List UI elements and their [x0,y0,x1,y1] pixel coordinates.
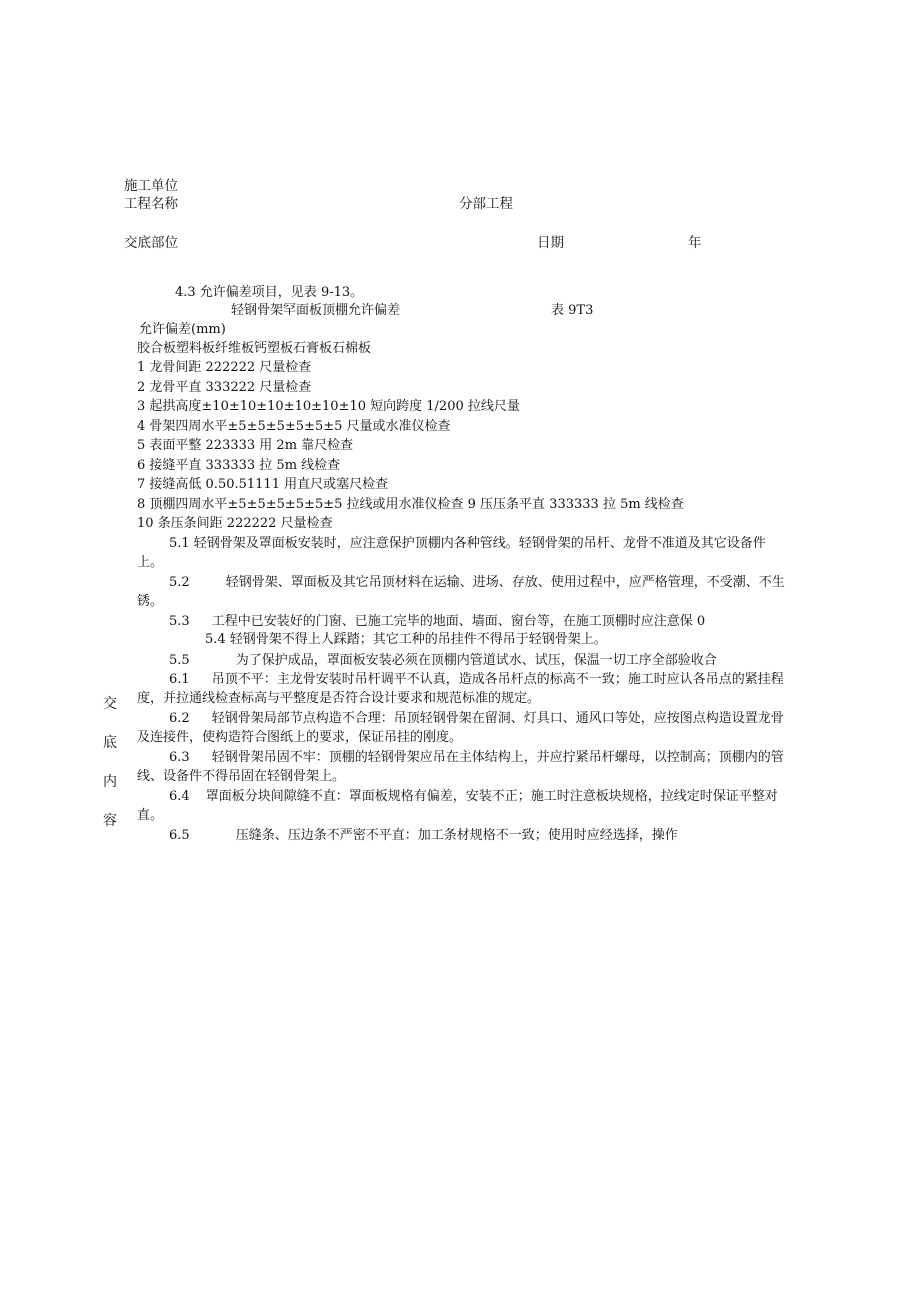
side-label-char: 交 [103,696,117,712]
subproject-label: 分部工程 [459,196,513,212]
tolerance-row: 1 龙骨间距 222222 尺量检查 [137,360,312,375]
section-4-3-intro: 4.3 允许偏差项目，见表 9-13。 [175,285,364,300]
handover-part-label: 交底部位 [124,235,178,251]
paragraph-text: 轻钢骨架局部节点构造不合理：吊顶轻钢骨架在留洞、灯具口、通风口等处，应按图点构造设置龙骨及连接件，使构造符合图纸上的要求，保证吊挂的刚度。 [137,711,784,745]
material-header-row: 胶合板塑料板纤维板钙塑板石膏板石棉板 [137,341,372,356]
paragraph-text: 轻钢骨架吊固不牢：顶棚的轻钢骨架应吊在主体结构上，并应拧紧吊杆螺母，以控制高；顶棚内的管线、设备件不得吊固在轻钢骨架上。 [137,750,784,784]
tolerance-table-title: 轻钢骨架罕面板顶棚允许偏差 [231,303,401,318]
paragraph-5-2 [137,573,787,611]
paragraph-6-4 [137,787,787,825]
paragraph-text: 轻钢骨架、罩面板及其它吊顶材料在运输、进场、存放、使用过程中，应严格管理，不受潮、不生锈。 [137,575,785,609]
paragraph-text: 罩面板分块间隙缝不直：罩面板规格有偏差，安装不正；施工时注意板块规格，拉线定时保证平整对直。 [137,789,778,823]
side-label-char: 内 [103,774,117,790]
tolerance-row: 10 条压条间距 222222 尺量检查 [137,516,333,531]
paragraph-6-1 [137,670,787,708]
paragraph-number: 6.3 [169,750,190,765]
project-name-label: 工程名称 [124,196,178,212]
paragraph-6-3 [137,748,787,786]
tolerance-row: 8 顶棚四周水平±5±5±5±5±5±5 拉线或用水准仪检查 9 压压条平直 333333 拉 5m 线检查 [137,497,684,512]
paragraph-number: 6.1 [169,672,190,687]
paragraph-5-3 [137,612,787,631]
paragraph-5-4: 5.4 轻钢骨架不得上人踩踏；其它工种的吊挂件不得吊于轻钢骨架上。 [205,632,607,647]
paragraph-number: 6.2 [169,711,190,726]
date-label: 日期 [537,235,564,251]
paragraph-number: 6.5 [169,828,190,843]
paragraph-6-5 [137,826,787,845]
paragraph-number: 6.4 [169,789,190,804]
paragraph-number: 5.2 [169,575,190,590]
tolerance-row: 2 龙骨平直 333222 尺量检查 [137,380,312,395]
paragraph-5-5 [137,651,787,670]
tolerance-row: 6 接缝平直 333333 拉 5m 线检查 [137,458,341,473]
tolerance-row: 7 接缝高低 0.50.51111 用直尺或塞尺检查 [137,477,389,492]
tolerance-unit-label: 允许偏差(mm) [139,322,226,337]
paragraph-text: 为了保护成品，罩面板安装必须在顶棚内管道试水、试压，保温一切工序全部验收合 [235,653,717,668]
paragraph-number: 5.3 [169,614,190,629]
paragraph-number: 5.5 [169,653,190,668]
paragraph-text: 压缝条、压边条不严密不平直：加工条材规格不一致；使用时应经选择，操作 [235,828,678,843]
side-label-char: 底 [103,735,117,751]
paragraph-6-2 [137,709,787,747]
side-label-char: 容 [103,813,117,829]
tolerance-table-number: 表 9T3 [551,303,594,318]
tolerance-row: 4 骨架四周水平±5±5±5±5±5±5 尺量或水准仪检查 [137,419,451,434]
paragraph-text: 吊顶不平：主龙骨安装时吊杆调平不认真，造成各吊杆点的标高不一致；施工时应认各吊点的紧挂程度，并拉通线检查标高与平整度是否符合设计要求和规范标准的规定。 [137,672,784,706]
paragraph-text: 工程中已安装好的门窗、已施工完毕的地面、墙面、窗台等，在施工顶棚时应注意保 0 [211,614,706,629]
tolerance-row: 3 起拱高度±10±10±10±10±10±10 短向跨度 1/200 拉线尺量 [137,399,520,414]
tolerance-row: 5 表面平整 223333 用 2m 靠尺检查 [137,438,354,453]
year-label: 年 [688,235,702,251]
paragraph-5-1: 5.1 轻钢骨架及罩面板安装时，应注意保护顶棚内各种管线。轻钢骨架的吊杆、龙骨不准道及其它设备件上。 [137,536,766,570]
construction-unit-label: 施工单位 [124,178,178,194]
